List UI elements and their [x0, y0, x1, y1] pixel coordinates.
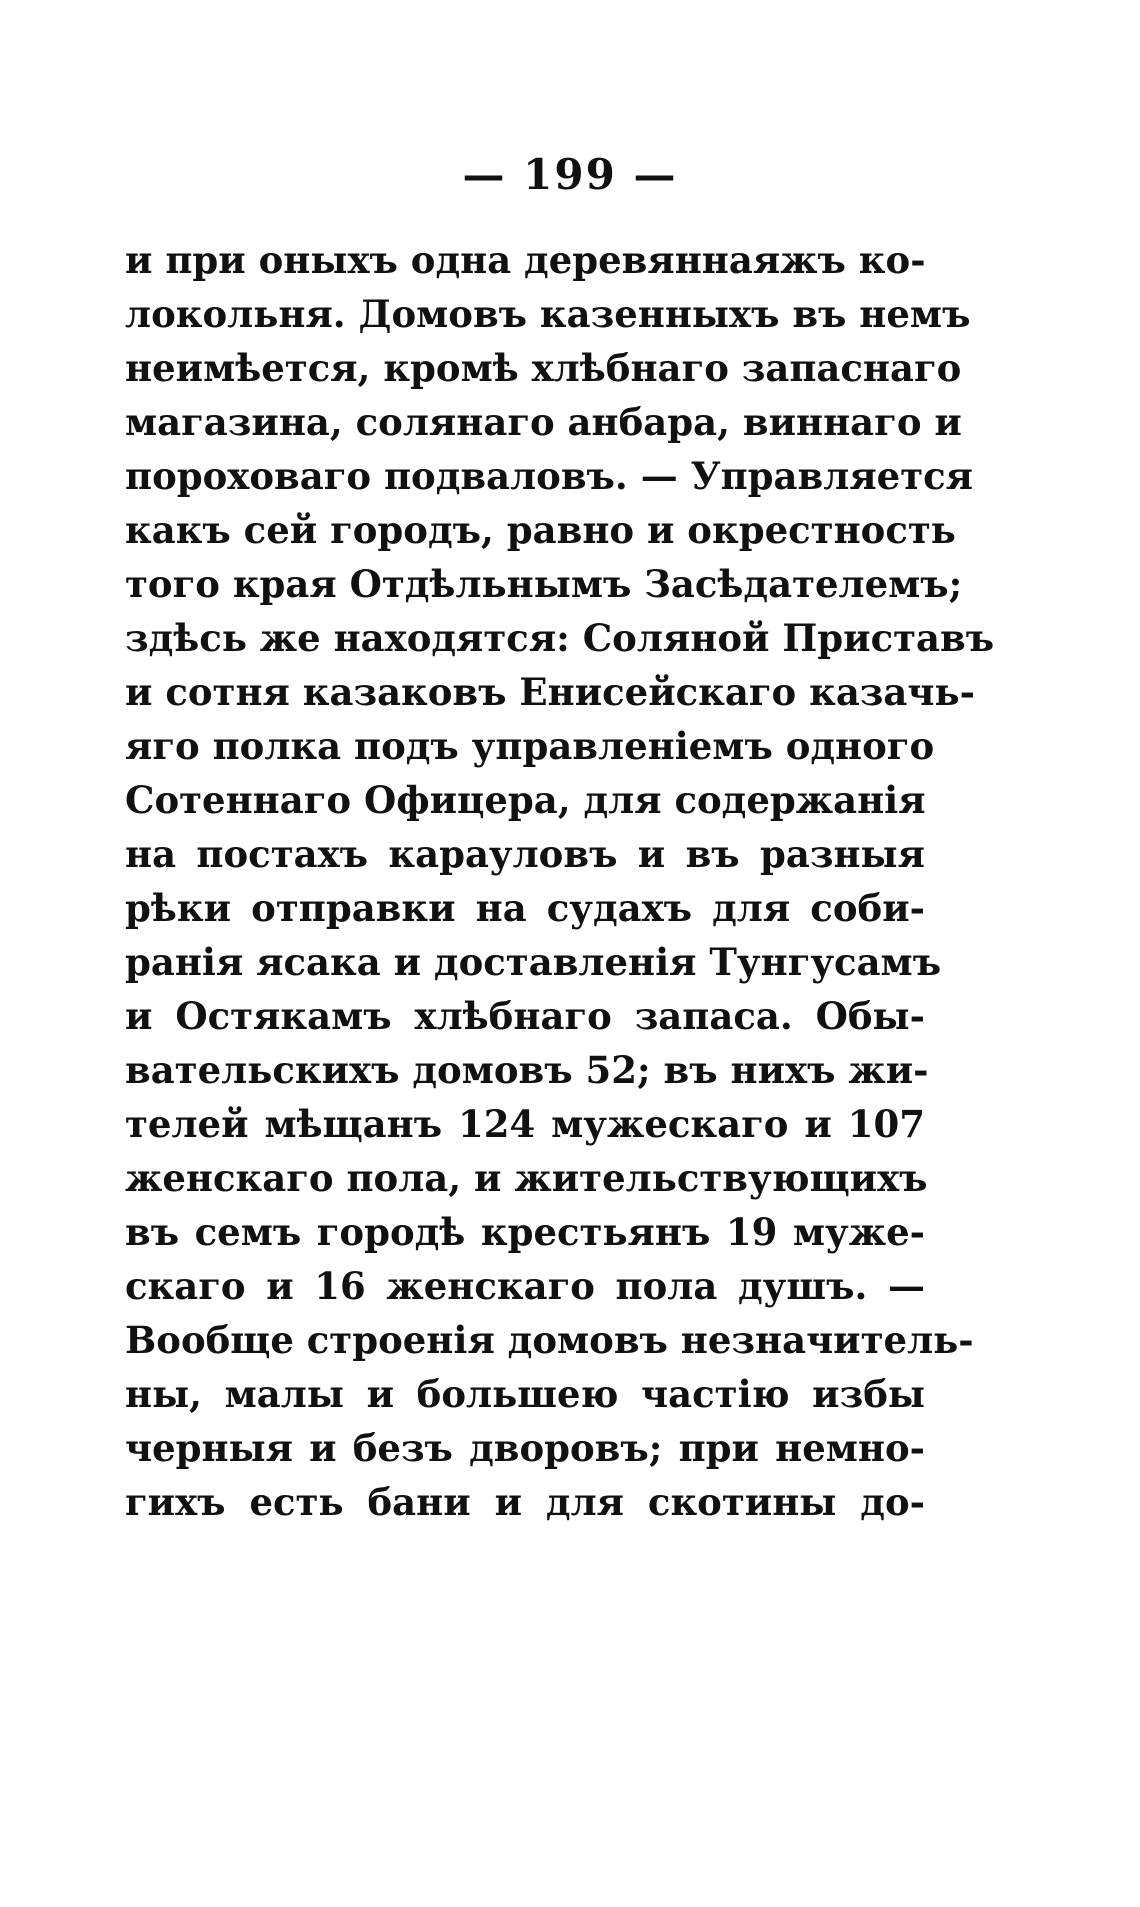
- text-line: въ семъ городѣ крестьянъ 19 муже-: [125, 1210, 925, 1254]
- text-line: того края Отдѣльнымъ Засѣдателемъ;: [125, 562, 963, 606]
- body-text: [125, 233, 995, 1529]
- text-line: вательскихъ домовъ 52; въ нихъ жи-: [125, 1048, 929, 1092]
- text-line: и Остякамъ хлѣбнаго запаса. Обы-: [125, 994, 925, 1038]
- page-number: — 199 —: [462, 150, 678, 199]
- text-line: гихъ есть бани и для скотины до-: [125, 1480, 925, 1524]
- text-line: яго полка подъ управленіемъ одного: [125, 724, 935, 768]
- text-line: какъ сей городъ, равно и окрестность: [125, 508, 956, 552]
- text-line: Вообще строенія домовъ незначитель-: [125, 1318, 974, 1362]
- text-line: и сотня казаковъ Енисейскаго казачь-: [125, 670, 975, 714]
- text-line: пороховаго подваловъ. — Управляется: [125, 454, 973, 498]
- text-line: Сотеннаго Офицера, для содержанія: [125, 778, 926, 822]
- text-line: ны, малы и большею частію избы: [125, 1372, 925, 1416]
- text-line: магазина, солянаго анбара, виннаго и: [125, 400, 962, 444]
- text-line: женскаго пола, и жительствующихъ: [125, 1156, 928, 1200]
- text-line: телей мѣщанъ 124 мужескаго и 107: [125, 1102, 925, 1146]
- text-line: скаго и 16 женскаго пола душъ. —: [125, 1264, 925, 1308]
- text-line: черныя и безъ дворовъ; при немно-: [125, 1426, 925, 1470]
- text-line: на постахъ карауловъ и въ разныя: [125, 832, 925, 876]
- text-line: и при оныхъ одна деревяннаяжъ ко-: [125, 238, 926, 282]
- text-line: локольня. Домовъ казенныхъ въ немъ: [125, 292, 971, 336]
- text-line: ранія ясака и доставленія Тунгусамъ: [125, 940, 942, 984]
- text-line: рѣки отправки на судахъ для соби-: [125, 886, 925, 930]
- text-line: здѣсь же находятся: Соляной Приставъ: [125, 616, 995, 660]
- text-line: неимѣется, кромѣ хлѣбнаго запаснаго: [125, 346, 962, 390]
